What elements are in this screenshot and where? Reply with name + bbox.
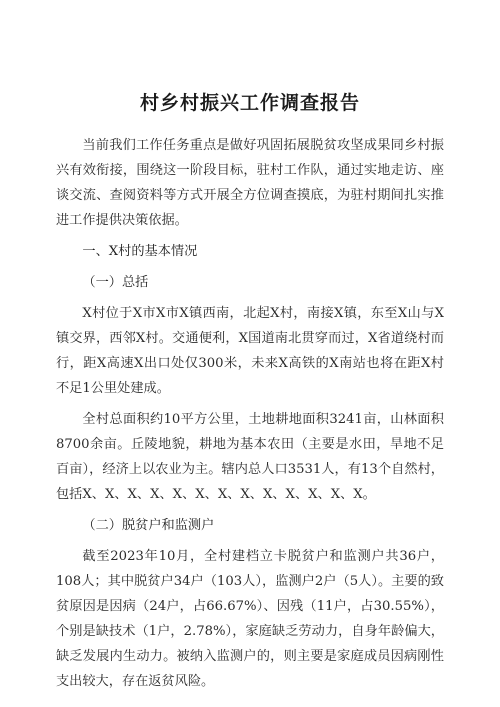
document-title: 村乡村振兴工作调查报告 bbox=[139, 92, 360, 114]
section-heading-basic-info: 一、X村的基本情况 bbox=[82, 244, 198, 259]
subsection-heading-households: （二）脱贫户和监测户 bbox=[82, 518, 215, 533]
intro-paragraph: 当前我们工作任务重点是做好巩固拓展脱贫攻坚成果同乡村振兴有效衔接，围绕这一阶段目标，驻村工作队，通过实地走访、座谈交流、查阅资料等方式开展全方位调查摸底，为驻村期间扎实推进工作提供决策依据。 bbox=[56, 138, 444, 228]
subsection-heading-overview: （一）总括 bbox=[82, 275, 149, 290]
overview-paragraph-location: X村位于X市X市X镇西南，北起X村，南接X镇，东至X山与X镇交界，西邻X村。交通便利，X国道南北贯穿而过，X省道绕村而行，距X高速X出口处仅300米，未来X高铁的X南站也将在距X村不足1公里处建成。 bbox=[56, 306, 444, 396]
overview-paragraph-area: 全村总面积约10平方公里，土地耕地面积3241亩，山林面积8700余亩。丘陵地貌，耕地为基本农田（主要是水田，旱地不足百亩），经济上以农业为主。辖内总人口3531人，有13个自然村，包括X、X、X、X、X、X、X、X、X、X、X、X、X。 bbox=[56, 412, 444, 502]
households-paragraph: 截至2023年10月，全村建档立卡脱贫户和监测户共36户，108人；其中脱贫户34户（103人），监测户2户（5人）。主要的致贫原因是因病（24户，占66.67%）、因残（11户，占30.55%），个别是缺技术（1户，2.78%），家庭缺乏劳动力，自身年龄偏大，缺乏发展内生动力。被纳入监测户的，则主要是家庭成员因病刚性支出较大，存在返贫风险。 bbox=[56, 549, 444, 689]
